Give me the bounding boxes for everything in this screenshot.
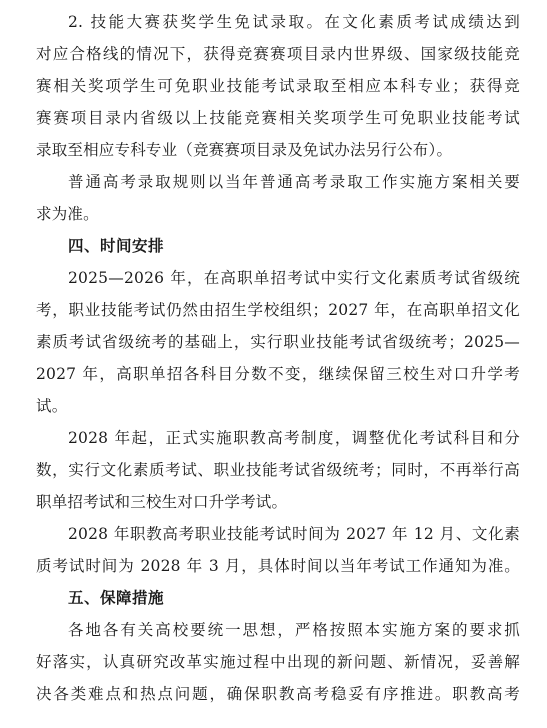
paragraph-line: 试。 xyxy=(36,397,68,415)
paragraph-line: 赛相关奖项学生可免职业技能考试录取至相应本科专业；获得竞 xyxy=(36,77,520,95)
paragraph-line: 质考试时间为 2028 年 3 月，具体时间以当年考试工作通知为准。 xyxy=(36,557,520,575)
section-heading: 四、时间安排 xyxy=(68,237,165,255)
paragraph-line: 2. 技能大赛获奖学生免试录取。在文化素质考试成绩达到 xyxy=(68,13,520,31)
paragraph-line: 数，实行文化素质考试、职业技能考试省级统考；同时，不再举行高 xyxy=(36,461,520,479)
paragraph-line: 决各类难点和热点问题，确保职教高考稳妥有序推进。职教高考 xyxy=(36,685,520,703)
paragraph-line: 2027 年，高职单招各科目分数不变，继续保留三校生对口升学考 xyxy=(36,365,520,383)
paragraph-line: 2028 年职教高考职业技能考试时间为 2027 年 12 月、文化素 xyxy=(68,525,520,543)
section-heading: 五、保障措施 xyxy=(68,589,165,607)
paragraph-line: 好落实，认真研究改革实施过程中出现的新问题、新情况，妥善解 xyxy=(36,653,520,671)
paragraph-line: 2028 年起，正式实施职教高考制度，调整优化考试科目和分 xyxy=(68,429,520,447)
paragraph-line: 录取至相应专科专业（竞赛赛项目录及免试办法另行公布）。 xyxy=(36,141,453,159)
paragraph-line: 职单招考试和三校生对口升学考试。 xyxy=(36,493,288,511)
paragraph-line: 考，职业技能考试仍然由招生学校组织；2027 年，在高职单招文化 xyxy=(36,301,520,319)
paragraph-line: 素质考试省级统考的基础上，实行职业技能考试省级统考；2025— xyxy=(36,333,520,351)
paragraph-line: 普通高考录取规则以当年普通高考录取工作实施方案相关要 xyxy=(68,173,520,191)
paragraph-line: 求为准。 xyxy=(36,205,99,223)
paragraph-line: 各地各有关高校要统一思想，严格按照本实施方案的要求抓 xyxy=(68,621,520,639)
paragraph-line: 赛赛项目录内省级以上技能竞赛相关奖项学生可免职业技能考试 xyxy=(36,109,520,127)
paragraph-line: 对应合格线的情况下，获得竞赛赛项目录内世界级、国家级技能竞 xyxy=(36,45,520,63)
paragraph-line: 2025—2026 年，在高职单招考试中实行文化素质考试省级统 xyxy=(68,269,520,287)
